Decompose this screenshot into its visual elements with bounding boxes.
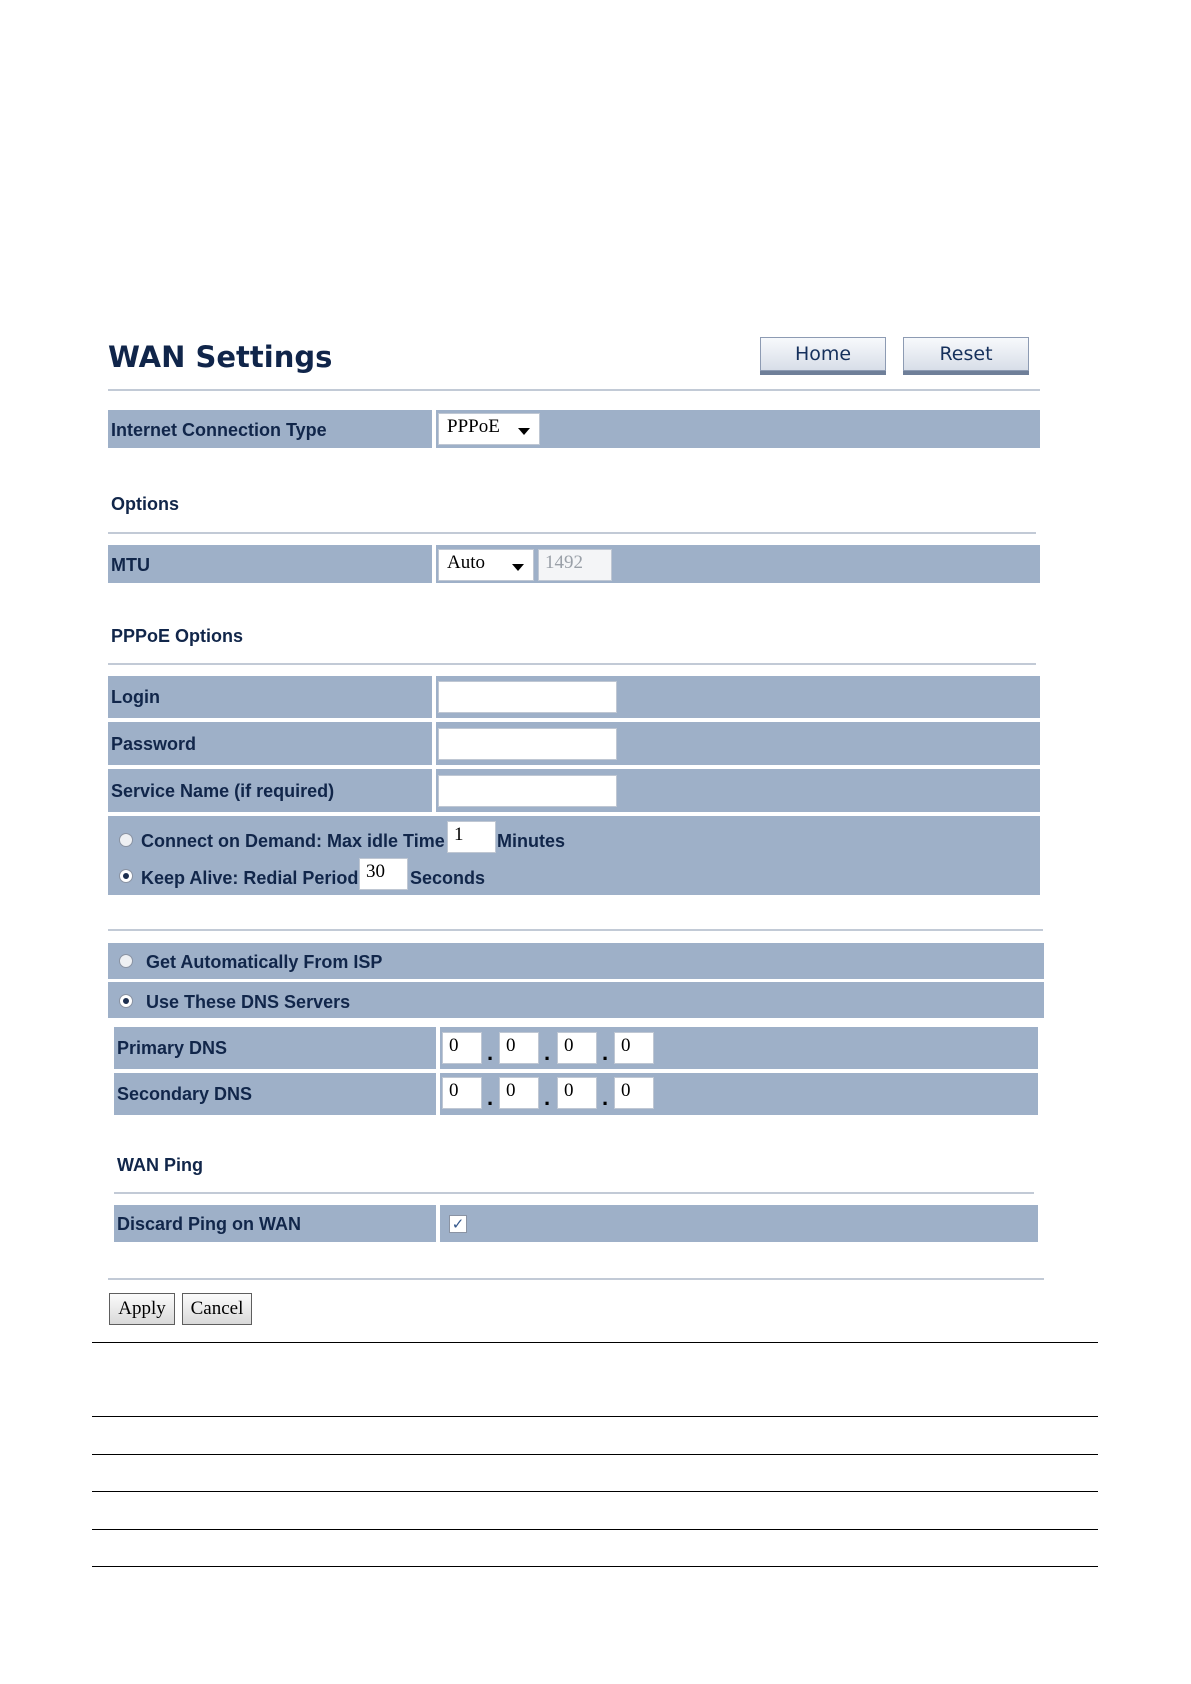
service-name-input[interactable] bbox=[438, 775, 617, 807]
max-idle-time-input[interactable]: 1 bbox=[447, 821, 496, 853]
home-button[interactable]: Home bbox=[760, 337, 886, 371]
dns-divider bbox=[108, 929, 1043, 931]
discard-ping-label: Discard Ping on WAN bbox=[117, 1214, 302, 1234]
row-separator bbox=[432, 769, 436, 812]
cancel-button[interactable]: Cancel bbox=[182, 1293, 252, 1325]
secondary-dns-label: Secondary DNS bbox=[117, 1084, 253, 1104]
row-separator bbox=[432, 676, 436, 718]
options-section-title: Options bbox=[111, 494, 179, 514]
primary-dns-octet-3[interactable]: 0 bbox=[557, 1032, 597, 1064]
dns-manual-radio[interactable] bbox=[119, 994, 133, 1008]
on-demand-radio[interactable] bbox=[119, 833, 133, 847]
keep-alive-radio[interactable] bbox=[119, 869, 133, 883]
reset-button[interactable]: Reset bbox=[903, 337, 1029, 371]
connection-type-select[interactable] bbox=[438, 413, 540, 445]
wan-ping-divider bbox=[114, 1192, 1034, 1194]
dns-dot: . bbox=[487, 1040, 494, 1065]
dns-dot: . bbox=[544, 1085, 551, 1110]
table-rule bbox=[92, 1529, 1098, 1530]
dns-dot: . bbox=[487, 1085, 494, 1110]
chevron-down-icon bbox=[512, 564, 524, 571]
title-divider bbox=[108, 389, 1040, 391]
primary-dns-octet-1[interactable]: 0 bbox=[442, 1032, 482, 1064]
dns-dot: . bbox=[602, 1085, 609, 1110]
secondary-dns-octet-1[interactable]: 0 bbox=[442, 1077, 482, 1109]
table-rule bbox=[92, 1416, 1098, 1417]
connection-type-value: PPPoE bbox=[447, 416, 500, 437]
row-separator bbox=[432, 410, 436, 448]
table-rule bbox=[92, 1491, 1098, 1492]
password-input[interactable] bbox=[438, 728, 617, 760]
wan-ping-section-title: WAN Ping bbox=[117, 1155, 203, 1175]
primary-dns-octet-4[interactable]: 0 bbox=[614, 1032, 654, 1064]
options-divider bbox=[108, 532, 1036, 534]
mtu-label: MTU bbox=[111, 555, 150, 575]
keep-alive-label: Keep Alive: Redial Period bbox=[141, 868, 359, 888]
redial-period-input[interactable]: 30 bbox=[359, 858, 408, 890]
secondary-dns-octet-2[interactable]: 0 bbox=[499, 1077, 539, 1109]
row-separator bbox=[436, 1073, 440, 1115]
mtu-mode-select[interactable] bbox=[438, 549, 534, 581]
row-separator bbox=[436, 1205, 440, 1242]
dns-auto-label: Get Automatically From ISP bbox=[146, 952, 383, 972]
table-rule bbox=[92, 1454, 1098, 1455]
dns-dot: . bbox=[602, 1040, 609, 1065]
row-separator bbox=[436, 1027, 440, 1069]
secondary-dns-octet-4[interactable]: 0 bbox=[614, 1077, 654, 1109]
page-title: WAN Settings bbox=[108, 340, 333, 374]
apply-button[interactable]: Apply bbox=[109, 1293, 175, 1325]
dns-auto-radio[interactable] bbox=[119, 954, 133, 968]
footer-divider bbox=[108, 1278, 1044, 1280]
secondary-dns-octet-3[interactable]: 0 bbox=[557, 1077, 597, 1109]
seconds-label: Seconds bbox=[410, 868, 486, 888]
on-demand-label: Connect on Demand: Max idle Time bbox=[141, 831, 445, 851]
login-input[interactable] bbox=[438, 681, 617, 713]
connection-type-label: Internet Connection Type bbox=[111, 420, 327, 440]
check-icon: ✓ bbox=[451, 1215, 465, 1233]
service-name-label: Service Name (if required) bbox=[111, 781, 335, 801]
table-rule bbox=[92, 1342, 1098, 1343]
dns-dot: . bbox=[544, 1040, 551, 1065]
table-rule bbox=[92, 1566, 1098, 1567]
primary-dns-octet-2[interactable]: 0 bbox=[499, 1032, 539, 1064]
discard-ping-checkbox[interactable] bbox=[449, 1215, 467, 1233]
primary-dns-label: Primary DNS bbox=[117, 1038, 228, 1058]
minutes-label: Minutes bbox=[497, 831, 566, 851]
dns-manual-label: Use These DNS Servers bbox=[146, 992, 351, 1012]
row-separator bbox=[432, 722, 436, 765]
mtu-mode-value: Auto bbox=[447, 552, 485, 573]
pppoe-section-title: PPPoE Options bbox=[111, 626, 244, 646]
mtu-value-input[interactable]: 1492 bbox=[538, 549, 612, 581]
chevron-down-icon bbox=[518, 428, 530, 435]
row-separator bbox=[432, 545, 436, 583]
login-label: Login bbox=[111, 687, 160, 707]
password-label: Password bbox=[111, 734, 197, 754]
pppoe-divider bbox=[108, 663, 1036, 665]
